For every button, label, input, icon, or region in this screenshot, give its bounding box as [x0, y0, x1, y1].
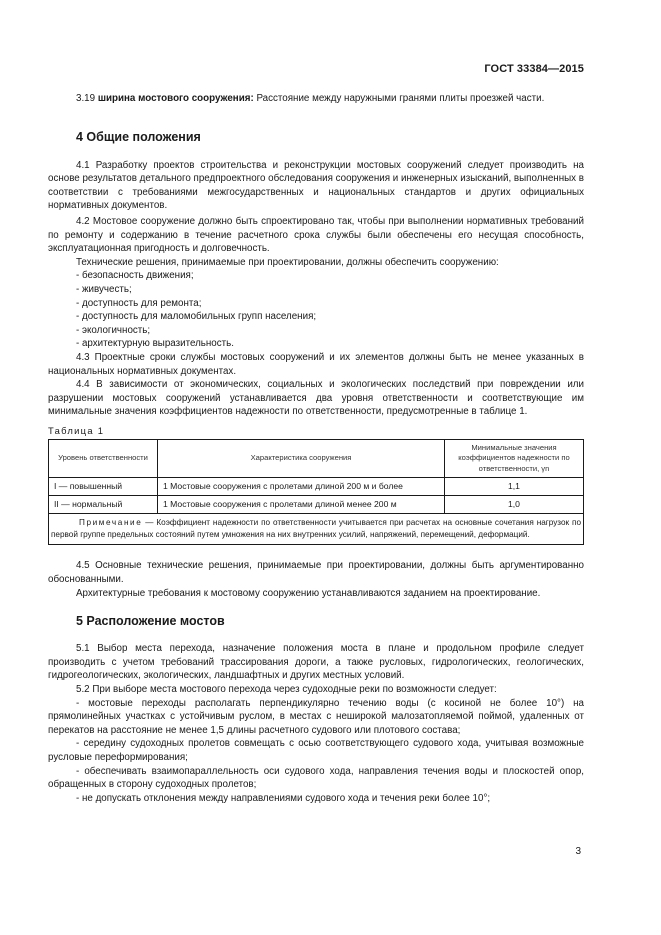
paragraph-4-5: 4.5 Основные технические решения, принимаемые при проектировании, должны быть аргументированно обоснованными. — [48, 560, 584, 585]
cell-characteristic: 1 Мостовые сооружения с пролетами длиной 200 м и более — [158, 478, 445, 496]
list-item: - безопасность движения; — [76, 270, 194, 282]
cell-level: II — нормальный — [49, 496, 158, 514]
cell-level: I — повышенный — [49, 478, 158, 496]
list-item: - доступность для ремонта; — [76, 297, 202, 309]
list-item: - мостовые переходы располагать перпендикулярно течению воды (с косиной не более 10°) на прямолинейных участках с устойчивым руслом, в местах с неширокой малозатопляемой поймой, удаленных от перекатов на расстояние не менее 1,5 длины расчетного судового или плотового состава; — [48, 697, 584, 736]
cell-coefficient: 1,1 — [445, 478, 584, 496]
list-item: - живучесть; — [76, 283, 132, 295]
paragraph-4-2-intro: Технические решения, принимаемые при проектировании, должны обеспечить сооружению: — [76, 256, 499, 268]
header-level: Уровень ответственности — [49, 439, 158, 478]
term-definition: Расстояние между наружными гранями плиты проезжей части. — [253, 93, 545, 104]
paragraph-4-4: 4.4 В зависимости от экономических, социальных и экологических последствий при повреждении или разрушении мостовых сооружений устанавливается два уровня ответственности и соответствующие им минимальные значения коэффициентов надежности по ответственности, предусмотренные в таблице 1. — [48, 379, 584, 418]
cell-characteristic: 1 Мостовые сооружения с пролетами длиной менее 200 м — [158, 496, 445, 514]
paragraph-4-3: 4.3 Проектные сроки службы мостовых сооружений и их элементов должны быть не менее указанных в национальных нормативных документах. — [48, 351, 584, 377]
list-item: - экологичность; — [76, 324, 151, 336]
list-item: - не допускать отклонения между направлениями судового хода и течения реки более 10°; — [76, 792, 491, 804]
list-item: - обеспечивать взаимопараллельность оси судового хода, направления течения воды и плоскостей опор, обращенных в сторону судоходных пролетов; — [48, 765, 584, 791]
page-number: 3 — [575, 846, 581, 857]
river-crossing-list — [48, 697, 584, 806]
paragraph-4-2: 4.2 Мостовое сооружение должно быть спроектировано так, чтобы при выполнении нормативных требований по ремонту и содержанию в течение расчетного срока службы были обеспечены его несущая способность, эксплуатационная пригодность и долговечность. — [48, 215, 584, 255]
standard-code: ГОСТ 33384—2015 — [484, 63, 584, 75]
requirements-list — [48, 269, 584, 351]
note-label: Примечание — [79, 518, 143, 528]
section-5-title: 5 Расположение мостов — [76, 614, 225, 629]
table-note-row — [49, 514, 584, 545]
cell-coefficient: 1,0 — [445, 496, 584, 514]
note-text: — Коэффициент надежности по ответственности учитывается при расчетах на основные сочетания нагрузок по первой группе предельных состояний путем умножения на них внутренних усилий, напряжений, перемещений, деформаций. — [51, 518, 581, 539]
table-note — [49, 514, 584, 545]
section-4-title: 4 Общие положения — [76, 129, 201, 144]
header-characteristic: Характеристика сооружения — [158, 439, 445, 478]
table-row — [49, 478, 584, 496]
clause-number: 3.19 — [76, 93, 96, 104]
term: ширина мостового сооружения: — [97, 93, 254, 104]
paragraph-4-5-architecture: Архитектурные требования к мостовому сооружению устанавливаются заданием на проектирование. — [76, 587, 541, 599]
table-row — [49, 496, 584, 514]
list-item: - середину судоходных пролетов совмещать с осью соответствующего судового хода, учитывая возможные русловые переформирования; — [48, 738, 584, 763]
paragraph-5-1: 5.1 Выбор места перехода, назначение положения моста в плане и продольном профиле следует производить с учетом требований трассирования дороги, а также русловых, гидрологических, геологических, гидрогеологических, экологических, ландшафтных и других местных условий. — [48, 643, 584, 682]
paragraph-3-19 — [48, 92, 584, 106]
table-caption: Таблица 1 — [48, 424, 105, 436]
responsibility-table — [48, 439, 584, 546]
paragraph-4-1: 4.1 Разработку проектов строительства и реконструкции мостовых сооружений следует производить на основе результатов детального предпроектного обследования сооружения и инженерных изысканий, выполненных в соответствии с требованиями межгосударственных и национальных стандартов и других официальных нормативных документов. — [48, 159, 584, 212]
list-item: - архитектурную выразительность. — [76, 338, 234, 350]
table-header-row — [49, 439, 584, 478]
header-coefficient: Минимальные значения коэффициентов надежности по ответственности, γn — [445, 439, 584, 478]
page-content — [48, 92, 584, 805]
list-item: - доступность для маломобильных групп населения; — [76, 311, 317, 323]
paragraph-5-2: 5.2 При выборе места мостового перехода через судоходные реки по возможности следует: — [76, 683, 497, 695]
